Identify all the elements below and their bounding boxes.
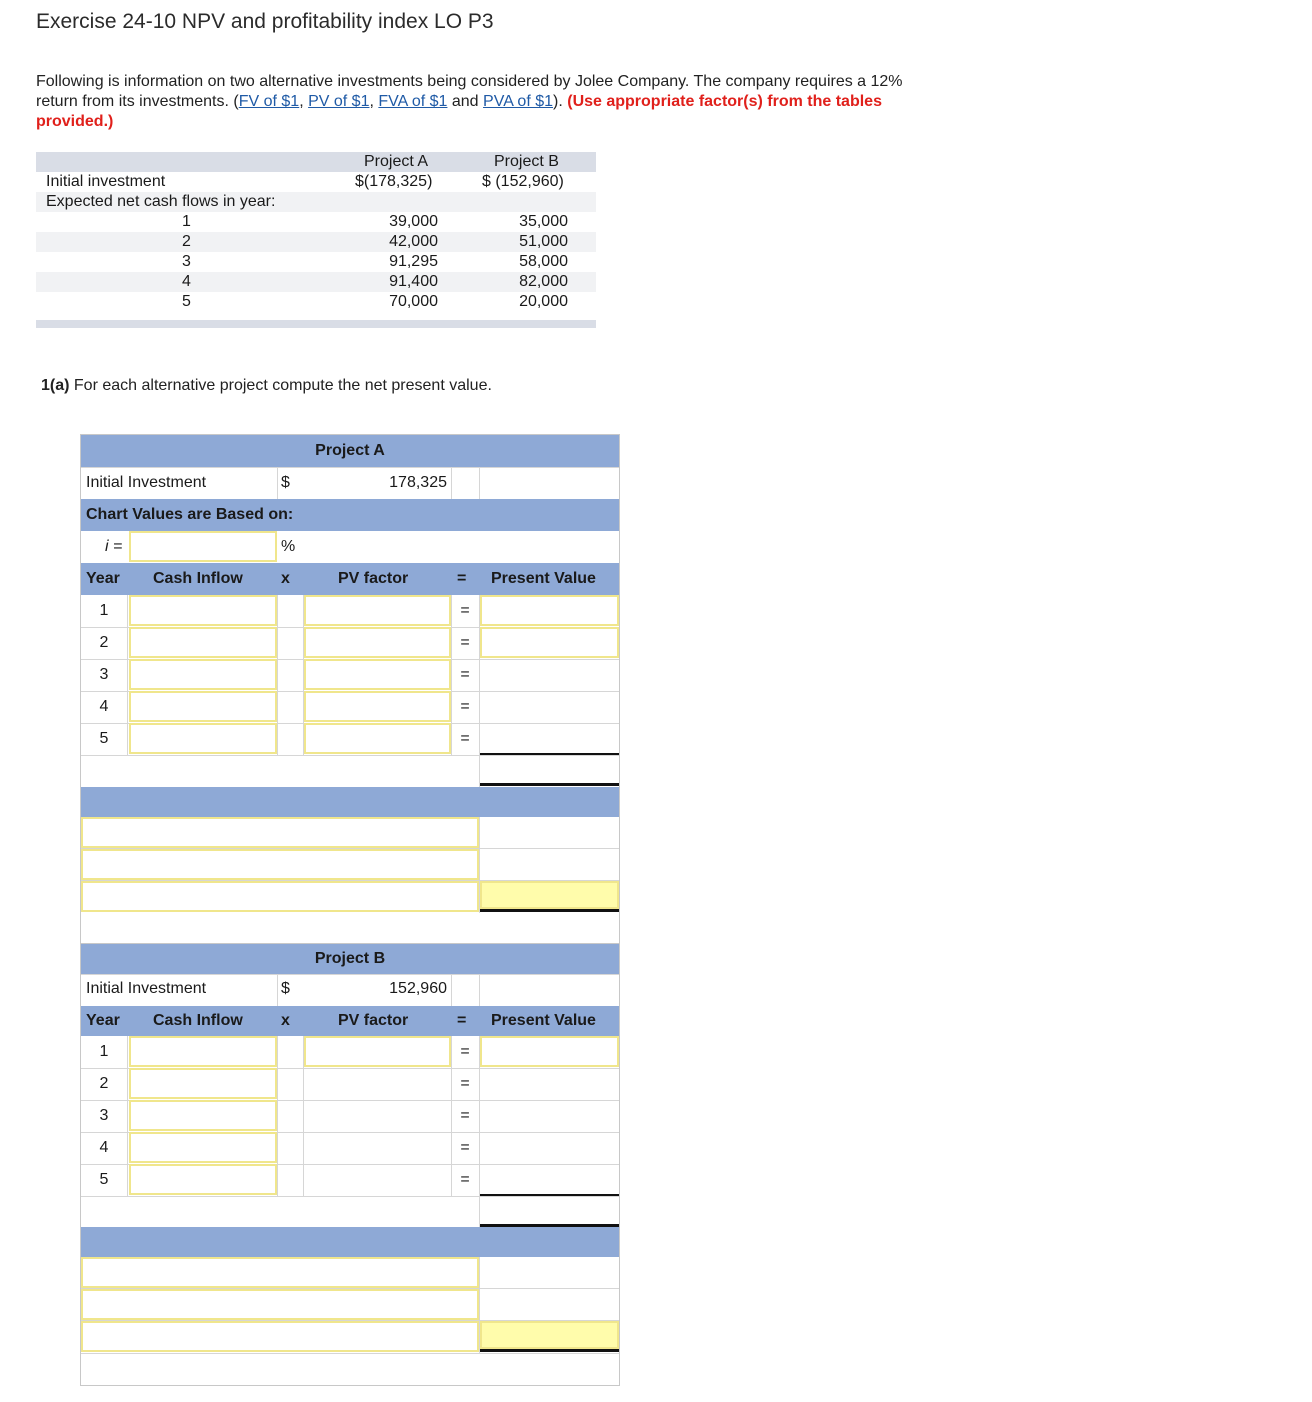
- question-1a: 1(a) For each alternative project compute the net present value.: [41, 377, 492, 394]
- given-year-row: 1 39,000 35,000: [182, 213, 568, 230]
- equals-sign: =: [460, 602, 470, 619]
- project-a-header: Project A: [81, 435, 619, 467]
- pv-factor-input[interactable]: [304, 1036, 451, 1067]
- project-b-initial-label: Initial Investment: [86, 980, 207, 997]
- given-footer-bar: [36, 320, 596, 328]
- given-cf-label-row: [36, 192, 596, 212]
- given-cf-label: Expected net cash flows in year:: [46, 193, 276, 210]
- net-present-value-input[interactable]: [480, 1321, 619, 1349]
- npv-label-input[interactable]: [81, 1289, 479, 1320]
- equals-sign: =: [460, 698, 470, 715]
- cash-inflow-input[interactable]: [129, 659, 277, 690]
- interest-rate-input[interactable]: [129, 531, 277, 562]
- double-underline: [480, 1349, 619, 1352]
- given-year-row: 3 91,295 58,000: [182, 253, 568, 270]
- cash-inflow-input[interactable]: [129, 723, 277, 754]
- link-pva-of-1[interactable]: PVA of $1: [483, 93, 554, 110]
- page-title: Exercise 24-10 NPV and profitability index LO P3: [36, 10, 494, 33]
- year-label: 1: [99, 602, 109, 619]
- given-data-table: [36, 152, 596, 328]
- currency-symbol: $: [281, 980, 290, 997]
- grid-spacer: [80, 912, 620, 943]
- equals-sign: =: [460, 1171, 470, 1188]
- given-col-project-b: Project B: [494, 153, 559, 170]
- given-header-row: [36, 152, 596, 172]
- instruction-text: (Use appropriate factor(s) from the tables provided.): [36, 93, 882, 130]
- equals-sign: =: [460, 730, 470, 747]
- equals-sign: =: [460, 1043, 470, 1060]
- year-label: 2: [99, 634, 109, 651]
- equals-sign: =: [460, 1139, 470, 1156]
- given-year-row: 5 70,000 20,000: [182, 293, 568, 310]
- cash-inflow-input[interactable]: [129, 627, 277, 658]
- pv-factor-input[interactable]: [304, 723, 451, 754]
- present-value-input[interactable]: [480, 627, 619, 658]
- link-fv-of-1[interactable]: FV of $1: [238, 93, 300, 110]
- year-label: 5: [99, 1171, 109, 1188]
- intro-paragraph: Following is information on two alternative investments being considered by Jolee Company. The company requires a 12% return from its investments. (FV of $1, PV of $1, FVA of $1 and PVA of $1). (Use appropriate factor(s) from the tables provided.): [36, 73, 903, 130]
- project-b-column-header: Year Cash Inflow x PV factor = Present Value: [81, 1006, 619, 1036]
- project-a-column-header: Year Cash Inflow x PV factor = Present Value: [81, 563, 619, 595]
- net-present-value-input[interactable]: [480, 881, 619, 909]
- project-b-grid: [80, 943, 620, 1386]
- equals-sign: =: [460, 1107, 470, 1124]
- npv-section-header: [81, 1227, 619, 1257]
- equals-sign: =: [460, 1075, 470, 1092]
- pv-factor-input[interactable]: [304, 659, 451, 690]
- cash-inflow-input[interactable]: [129, 1036, 277, 1067]
- pv-factor-input[interactable]: [304, 627, 451, 658]
- cash-inflow-input[interactable]: [129, 595, 277, 626]
- npv-label-input[interactable]: [81, 881, 479, 912]
- pv-factor-input[interactable]: [304, 691, 451, 722]
- link-pv-of-1[interactable]: PV of $1: [308, 93, 370, 110]
- year-label: 5: [99, 730, 109, 747]
- given-initial-row: [36, 172, 596, 192]
- given-initial-a: $(178,325): [355, 173, 433, 190]
- cash-inflow-input[interactable]: [129, 691, 277, 722]
- project-a-grid: [80, 434, 620, 912]
- cash-inflow-input[interactable]: [129, 1164, 277, 1195]
- year-label: 4: [99, 698, 109, 715]
- cash-inflow-input[interactable]: [129, 1068, 277, 1099]
- year-label: 2: [99, 1075, 109, 1092]
- intro-text: Following is information on two alternative investments being considered by Jolee Company. The company requires a 12% return from its investments. (: [36, 73, 903, 110]
- equals-sign: =: [460, 666, 470, 683]
- given-col-project-a: Project A: [364, 153, 429, 170]
- double-underline: [480, 783, 619, 786]
- chart-values-label: Chart Values are Based on:: [81, 499, 619, 531]
- given-initial-b: $ (152,960): [482, 173, 564, 190]
- given-year-row: 4 91,400 82,000: [36, 272, 596, 292]
- npv-label-input[interactable]: [81, 817, 479, 848]
- year-label: 4: [99, 1139, 109, 1156]
- year-label: 3: [99, 666, 109, 683]
- present-value-input[interactable]: [480, 595, 619, 626]
- project-b-initial-value: 152,960: [389, 980, 447, 997]
- project-b-header: Project B: [81, 944, 619, 974]
- pv-factor-input[interactable]: [304, 595, 451, 626]
- year-label: 1: [99, 1043, 109, 1060]
- cash-inflow-input[interactable]: [129, 1100, 277, 1131]
- given-initial-label: Initial investment: [46, 173, 166, 190]
- project-a-initial-value: 178,325: [389, 474, 447, 491]
- currency-symbol: $: [281, 474, 290, 491]
- npv-label-input[interactable]: [81, 1257, 479, 1288]
- interest-rate-label: i =: [105, 538, 123, 555]
- project-a-initial-label: Initial Investment: [86, 474, 207, 491]
- percent-symbol: %: [281, 538, 296, 555]
- link-fva-of-1[interactable]: FVA of $1: [378, 93, 448, 110]
- present-value-input[interactable]: [480, 1036, 619, 1067]
- cash-inflow-input[interactable]: [129, 1132, 277, 1163]
- npv-label-input[interactable]: [81, 849, 479, 880]
- equals-sign: =: [460, 634, 470, 651]
- npv-section-header: [81, 787, 619, 817]
- given-year-row: 2 42,000 51,000: [36, 232, 596, 252]
- npv-label-input[interactable]: [81, 1321, 479, 1352]
- year-label: 3: [99, 1107, 109, 1124]
